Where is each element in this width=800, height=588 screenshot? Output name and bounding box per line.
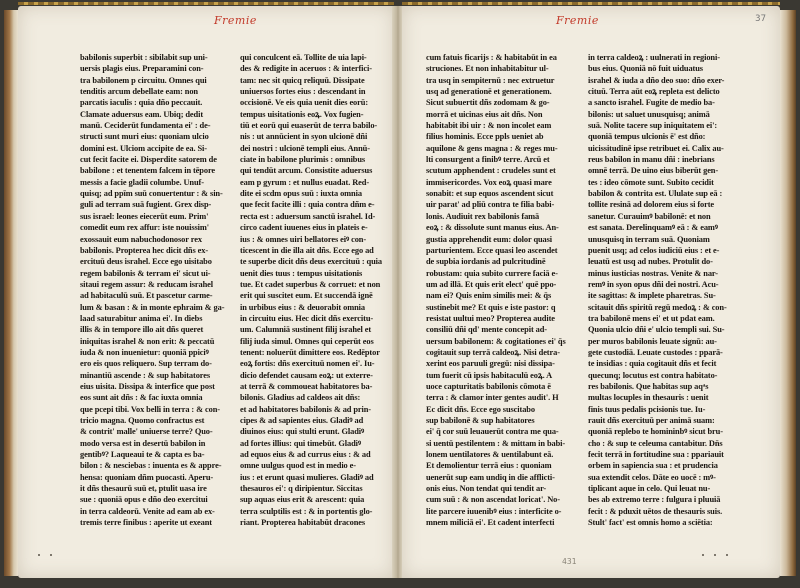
- text-line: sue : quoniā opus e dño deo exercitui: [80, 495, 208, 505]
- text-line: gustia apprehendit eum: dolor quasi: [426, 234, 553, 244]
- text-line: minantiū ascende : & sup habitatores: [80, 370, 211, 380]
- top-border-right: [402, 2, 780, 5]
- text-line: fecit : & pduxit uētos de thesauris suis.: [588, 506, 723, 516]
- text-line: diuinos eius: qui stulti erunt. Gladiꝰ: [240, 427, 365, 437]
- text-line: ero eis quos reliquero. Sup terram do-: [80, 359, 212, 369]
- text-line: babilone : et tenentem falcem in tēpore: [80, 166, 216, 176]
- text-line: bilonis: ut saluet unusquisq; animā: [588, 109, 710, 119]
- text-line: at terrā & commoueat habitatores ba-: [240, 381, 373, 391]
- text-line: babilonis. Propterea hec dicit dñs ex-: [80, 245, 209, 255]
- text-line: thesauros ei': q diripientur. Siccitas: [240, 484, 363, 494]
- text-line: tiplicant aque in celo. Qui leuat nu-: [588, 484, 711, 494]
- text-line: ad fortes illius: qui timebūt. Gladiꝰ: [240, 438, 361, 448]
- text-line: te superbe dicit dñs deus exercituū : quia: [240, 257, 382, 267]
- text-line: laad saturabitur anima ei'. In diebs: [80, 313, 203, 323]
- text-line: & contrit' malle' uniuerse terre? Quo-: [80, 427, 213, 437]
- text-line: ercituū deus israhel. Ecce ego uisitabo: [80, 257, 212, 267]
- left-column-2: [240, 52, 390, 528]
- text-line: messis a facie gladii columbe. Unuf-: [80, 177, 204, 187]
- text-line: mnem miliciā ei'. Et cadent interfecti: [426, 518, 555, 528]
- text-line: tollite resinā ad dolorem eius si forte: [588, 200, 715, 210]
- text-line: tes : ideo cōmote sunt. Subito cecidit: [588, 177, 714, 187]
- right-column-1: [426, 52, 576, 528]
- text-line: guli ad terram suā fugient. Grex disp-: [80, 200, 212, 210]
- text-line: des & redigite in aceruos : & interfici-: [240, 64, 372, 74]
- text-line: circo cadent iuuenes eius in plateis e-: [240, 223, 368, 233]
- text-line: um. Calumniā sustinent filij israhel et: [240, 325, 372, 335]
- text-line: terra : & clamor inter gentes audit'. H: [426, 393, 559, 403]
- text-line: uir parat' ad pliū contra te filia babi-: [426, 200, 555, 210]
- text-line: it dñs thesaurū suū et, ptulit uasa ire: [80, 484, 207, 494]
- text-line: a sancto israhel. Fugite de medio ba-: [588, 98, 715, 108]
- text-line: quecunq; locutus est contra habitato-: [588, 370, 718, 380]
- text-line: filij iuda simul. Omnes qui ceperūt eos: [240, 336, 374, 346]
- text-line: bilon : & nesciebas : inuenta es & appre-: [80, 461, 222, 471]
- text-line: uersum babilonem: & cogitationes ei' q̄s: [426, 336, 566, 346]
- text-line: suā. Nolite tacere sup iniquitatem ei':: [588, 121, 718, 131]
- text-line: bilonis. Gladius ad caldeos ait dñs:: [240, 393, 361, 403]
- text-line: tricio magna. Quomo confractus est: [80, 416, 205, 425]
- text-line: ad habitaculū suū. Et pascetur carme-: [80, 291, 213, 301]
- text-line: quoniā tempus ulcionis ē' est dño:: [588, 132, 706, 142]
- text-line: um ad illā. Et quis erit elect' quē ppo-: [426, 279, 557, 289]
- text-line: lite parcere iuuenibꝰ eius : interficite o-: [426, 506, 562, 516]
- text-line: fecit terrā in fortitudine sua : ppariauit: [588, 450, 724, 460]
- text-line: eius uisita. Dissipa & interfice que post: [80, 381, 215, 391]
- text-line: eam p gyrum : et nullus euadat. Red-: [240, 177, 370, 187]
- folio-note: 431: [562, 557, 577, 566]
- text-line: tiū et eorū qui euaserūt de terra babilo-: [240, 121, 378, 131]
- right-page-edges: [780, 10, 796, 576]
- text-line: iniquitas israhel & non erit: & peccatū: [80, 336, 215, 346]
- text-line: in circuitu eius. Hec dicit dñs exercitu-: [240, 313, 374, 323]
- right-column-2: [588, 52, 738, 528]
- text-line: cipes & ad sapientes eius. Gladiꝰ ad: [240, 416, 364, 425]
- text-line: scutum apphendent : crudeles sunt et: [426, 166, 556, 176]
- text-line: puenit usq; ad celos iudiciū eius : et e-: [588, 245, 720, 255]
- text-line: terra sculptilis est : & in portentis glo-: [240, 506, 373, 516]
- text-line: omne uulgus quod est in medio e-: [240, 461, 356, 471]
- text-line: aquilone & gens magna : & reges mu-: [426, 143, 558, 153]
- text-line: uoce capturitatis babilonis cōmota ē: [426, 381, 551, 391]
- text-line: cum fatuis ficarijs : & habitabūt in ea: [426, 53, 557, 62]
- text-line: morrā et uicinas eius ait dñs. Non: [426, 109, 543, 119]
- text-line: scitauit dñs spiritū regū medoꝝ : & con-: [588, 302, 727, 312]
- text-line: Et demolientur terrā eius : quoniam: [426, 461, 552, 471]
- text-line: domini est. Ulciom accipite de ea. Si-: [80, 143, 207, 153]
- left-page-edges: [4, 10, 18, 576]
- text-line: regem babilonis & terram ei' sicut ui-: [80, 268, 211, 278]
- text-line: sup babilonē & sup habitatores: [426, 416, 535, 425]
- text-line: que fecit facite illi : quia contra dñm e-: [240, 200, 375, 210]
- text-line: remꝰ in syon opus dñi dei nostri. Acu-: [588, 279, 719, 289]
- text-line: unusquisq in terram suā. Quoniam: [588, 234, 710, 244]
- text-line: tempus uisitationis eoꝝ. Vox fugien-: [240, 109, 364, 119]
- text-line: que pcepi tibi. Vox belli in terra : & con-: [80, 404, 220, 414]
- text-line: immisericordes. Vox eoꝝ quasi mare: [426, 177, 552, 187]
- text-line: iuda & non inuenietur: quoniā ppiciꝰ: [80, 347, 209, 357]
- text-line: sus israel: leones eiecerūt eum. Prim': [80, 211, 209, 221]
- text-line: finis tuus pedalis pcisionis tue. Iu-: [588, 404, 706, 414]
- text-line: res babilonis. Que habitas sup aqͣs: [588, 381, 709, 391]
- text-line: de supbia iordanis ad pulcritudinē: [426, 257, 546, 267]
- text-line: ius : & omnes uiri bellatores eiꝰ con-: [240, 234, 367, 244]
- text-line: dite ei scdm opus suū : iuxta omnia: [240, 189, 362, 199]
- text-line: ius : et erunt quasi mulieres. Gladiꝰ ad: [240, 472, 374, 482]
- text-line: eos sunt ait dñs : & fac iuxta omnia: [80, 393, 203, 403]
- text-line: nam ei? Quis enim similis mei: & q̄s: [426, 291, 552, 301]
- text-line: israhel & iuda a dño deo suo: dño exer-: [588, 75, 725, 85]
- text-line: uenit dies tuus : tempus uisitationis: [240, 268, 363, 278]
- top-border-left: [18, 2, 394, 5]
- text-line: hensa: quoniam dñm puocasti. Aperu-: [80, 472, 214, 482]
- text-line: cogitauit sup terrā caldeoꝝ. Nisi detra-: [426, 347, 560, 357]
- text-line: Ec dicit dñs. Ecce ego suscitabo: [426, 404, 535, 414]
- text-line: leuatū est usq ad nubes. Protulit do-: [588, 257, 713, 267]
- text-line: ad equos eius & ad currus eius : & ad: [240, 450, 371, 460]
- text-line: sua extendit celos. Dāte eo uocē : mꝰ-: [588, 472, 716, 482]
- left-page: [18, 6, 394, 578]
- text-line: illis & in tempore illo ait dñs queret: [80, 325, 204, 335]
- text-line: tum fuerit cū ipsis habitaculū eoꝝ. A: [426, 370, 553, 380]
- running-header-left: Fremie: [214, 14, 257, 27]
- text-line: nis : ut annūcient in syon ulcionē dñi: [240, 132, 368, 142]
- text-line: filius hominis. Ecce ppls ueniet ab: [426, 132, 544, 142]
- text-line: occisionē. Ve eis quia uenit dies eorū:: [240, 98, 369, 108]
- text-line: te insidias : quia cogitauit dñs et fecit: [588, 359, 717, 369]
- text-line: cut fecit facite ei. Disperdite satorem de: [80, 155, 217, 165]
- text-line: cituū. Terra aūt eoꝝ repleta est delicto: [588, 87, 720, 97]
- text-line: uniuersos fortes eius : descendant in: [240, 87, 366, 97]
- text-line: structi sunt muri eius: quoniam ulcio: [80, 132, 209, 142]
- text-line: tam: nec sit quicq reliquū. Dissipate: [240, 75, 365, 85]
- pinholes-right: [702, 541, 738, 560]
- text-line: babilon & contrita est. Ululate sup eā :: [588, 189, 723, 199]
- text-line: dei nostri : ulcionē templi eius. Annū-: [240, 143, 370, 153]
- text-line: Stult' fact' est omnis homo a sciētia:: [588, 518, 713, 528]
- text-line: eoꝝ : & dissolute sunt manus eius. An-: [426, 223, 559, 233]
- text-line: gentibꝰ? Laqueaui te & capta es ba-: [80, 450, 205, 460]
- text-line: uersis plagis eius. Preparamini con-: [80, 64, 204, 74]
- text-line: in terra caldeoꝝ : uulnerati in regioni-: [588, 53, 720, 62]
- text-line: recta est : aduersum sanctū israhel. Id-: [240, 211, 376, 221]
- text-line: exossauit eum nabuchodonosor rex: [80, 234, 202, 244]
- text-line: erit qui suscitet eum. Et succendā ignē: [240, 291, 373, 301]
- text-line: bes ab extremo terre : fulgura i pluuiā: [588, 495, 721, 505]
- text-line: tenditis arcum debellate eam: non: [80, 87, 198, 97]
- text-line: tra babilonem p circuitu. Omnes qui: [80, 75, 207, 85]
- text-line: tremis terre finibus : aperite ut exeant: [80, 518, 212, 528]
- running-header-right: Fremie: [556, 14, 599, 27]
- text-line: ite sagittas: & implete pharetras. Su-: [588, 291, 716, 301]
- text-line: parcatis iaculis : quia dño peccauit.: [80, 98, 203, 108]
- text-line: qui conculcent eā. Tollite de uia lapi-: [240, 53, 367, 62]
- text-line: lonem uentilatores & uentilabunt eā.: [426, 450, 554, 460]
- text-line: tue. Et cadet superbus & corruet: et non: [240, 279, 381, 289]
- text-line: reus babilon in manu dñi : inebrians: [588, 155, 715, 165]
- text-line: ticescent in die illa ait dñs. Ecce ego ad: [240, 245, 374, 255]
- text-line: uenerūt sup eam undiq in die afflicti-: [426, 472, 555, 482]
- text-line: xerint eos paruuli gregū: nisi dissipa-: [426, 359, 555, 369]
- text-line: bus eius. Quoniā nō fuit uiduatus: [588, 64, 703, 74]
- text-line: rauit dñs exercituū per animā suam:: [588, 416, 715, 425]
- page-number: 37: [755, 14, 766, 24]
- text-line: struciones. Et non inhabitabitur ul-: [426, 64, 549, 74]
- text-line: Quonia ulcio dñi e' ulcio templi sui. Su-: [588, 325, 725, 335]
- text-line: cum suū : & non ascendat loricat'. No-: [426, 495, 560, 505]
- text-line: sitaui regem assur: & reducam israhel: [80, 279, 213, 289]
- text-line: lonis. Audiuit rex babilonis famā: [426, 211, 540, 221]
- text-line: sonabit: et sup equos ascendent sicut: [426, 189, 554, 199]
- pinholes-left: [38, 541, 62, 560]
- text-line: tra babilonē mens ei' et ut pdat eam.: [588, 313, 715, 323]
- text-line: per muros babilonis leuate signū: au-: [588, 336, 717, 346]
- text-line: gete custodiā. Leuate custodes : pparā-: [588, 347, 723, 357]
- text-line: uicissitudinē ipse retribuet ei. Calix au-: [588, 143, 724, 153]
- text-line: eoꝝ fortis: dñs exercituū nomen ei'. Iu-: [240, 359, 375, 369]
- text-line: omnē terrā. De uino eius biberūt gen-: [588, 166, 719, 176]
- right-page: [402, 6, 780, 578]
- text-line: robustam: quia subito currere faciā e-: [426, 268, 558, 278]
- text-line: dicio defendet causam eoꝝ: ut exterre-: [240, 370, 373, 380]
- text-line: lti consurgent a finibꝰ terre. Arcū et: [426, 155, 550, 165]
- text-line: riant. Propterea habitabūt dracones: [240, 518, 366, 528]
- text-line: parturientem. Ecce quasi leo ascendet: [426, 245, 558, 255]
- text-line: in terra caldeorū. Venite ad eam ab ex-: [80, 506, 215, 516]
- text-line: babilonis superbit : sibilabit sup uni-: [80, 53, 208, 62]
- text-line: modo versa est in desertū babilon in: [80, 438, 206, 448]
- text-line: ei' q̄ cor suū leuauerūt contra me qua-: [426, 427, 559, 437]
- text-line: quisq; ad ppīm suū conuertentur : & sin-: [80, 189, 223, 199]
- text-line: si uentū pestilentem : & mittam in babi-: [426, 438, 566, 448]
- left-column-1: [80, 52, 230, 528]
- text-line: lum & basan : & in monte ephraim & ga-: [80, 302, 225, 312]
- text-line: minus iusticias nostras. Venite & nar-: [588, 268, 718, 278]
- text-line: tra usq in sempiternū : nec extruetur: [426, 75, 555, 85]
- text-line: orbem in sapiencia sua : et prudencia: [588, 461, 718, 471]
- text-line: multas locuples in thesauris : uenit: [588, 393, 709, 403]
- text-line: habitabit ibi uir : & non incolet eam: [426, 121, 552, 131]
- text-line: manū. Ceciderūt fundamenta ei' : de-: [80, 121, 211, 131]
- text-line: in urbibus eius : & deuorabit omnia: [240, 302, 365, 312]
- text-line: cho : & sup te celeuma cantabitur. Dn̄s: [588, 438, 723, 448]
- text-line: consiliū dñi qd' mente concepit ad-: [426, 325, 547, 335]
- text-line: sanetur. Curauimꝰ babilonē: et non: [588, 211, 711, 221]
- text-line: resistat uultui meo? Propterea audite: [426, 313, 555, 323]
- text-line: sup aquas eius erit & arescent: quia: [240, 495, 365, 505]
- text-line: usq ad generationē et generationem.: [426, 87, 552, 97]
- text-line: tenent: noluerūt dimittere eos. Redēptor: [240, 347, 380, 357]
- text-line: Clamate aduersus eam. Ubiq; dedit: [80, 109, 204, 119]
- text-line: comedit eum rex affur: iste nouissim': [80, 223, 209, 233]
- text-line: sustinebit me? Et quis e iste pastor: q: [426, 302, 556, 312]
- text-line: et ad habitatores babilonis & ad prin-: [240, 404, 371, 414]
- text-line: qui tendūt arcum. Consistite aduersus: [240, 166, 373, 176]
- text-line: onis eius. Non tendat qui tendit ar-: [426, 484, 547, 494]
- text-line: Sicut subuertit dñs zodomam & go-: [426, 98, 550, 108]
- text-line: quoniā replebo te homininbꝰ sicut bru-: [588, 427, 723, 437]
- text-line: est sanata. Derelinquamꝰ eā : & eamꝰ: [588, 223, 718, 233]
- text-line: ciate in babilone plurimis : omnibus: [240, 155, 366, 165]
